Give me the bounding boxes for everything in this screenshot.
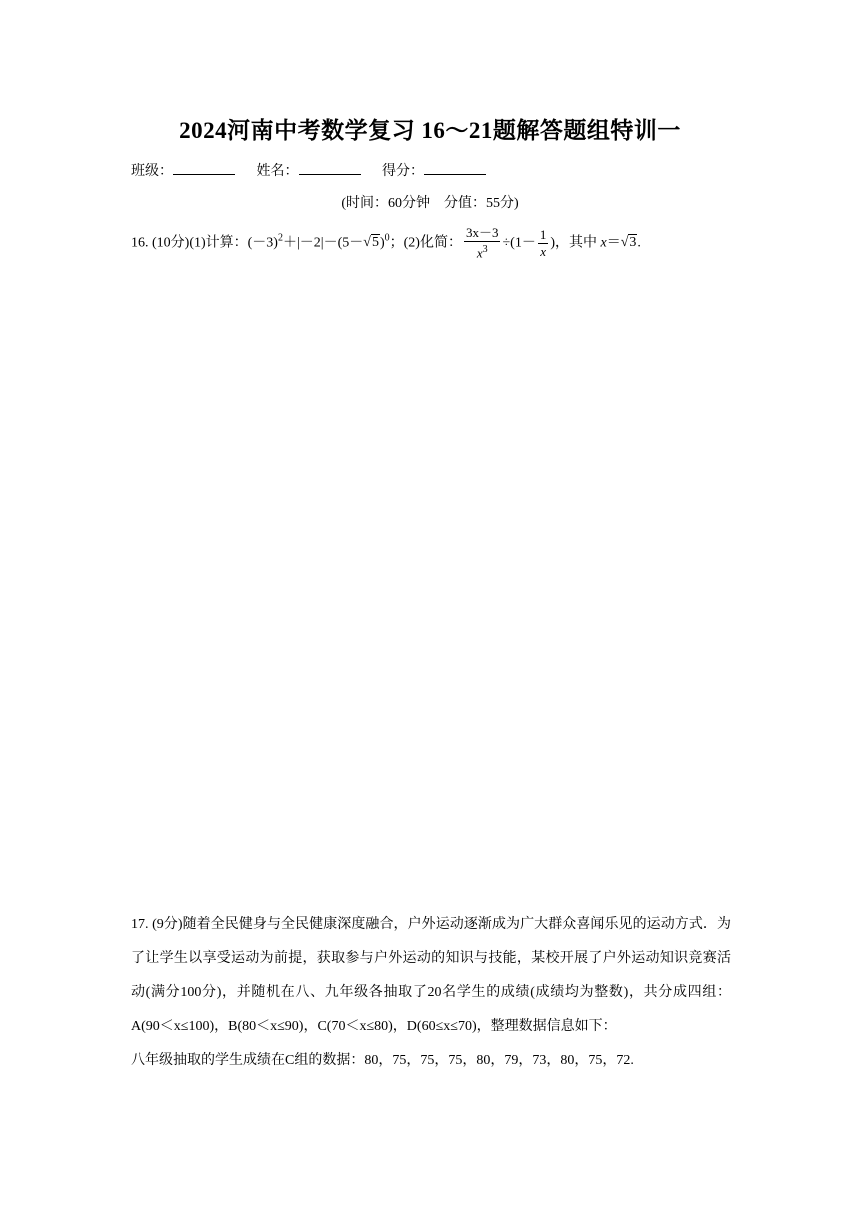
q16-frac1-num: 3x－3: [465, 225, 499, 240]
q16-sqrt2-radicand: 3: [629, 235, 637, 251]
question-17: [131, 908, 731, 1078]
q16-exp2: 2: [277, 232, 283, 244]
score-blank[interactable]: [424, 162, 486, 175]
q16-mid1: ＋|－2|－(5－: [282, 235, 364, 251]
score-label: 得分：: [382, 164, 424, 179]
name-label: 姓名：: [256, 164, 299, 179]
q16-sqrt2: √3: [620, 235, 637, 251]
time-score-info: (时间：60分钟 分值：55分): [341, 196, 519, 211]
student-info-line: [131, 160, 504, 180]
q16-after: )，其中: [550, 235, 601, 251]
q17-paragraph-1: 17. (9分)随着全民健身与全民健康深度融合，户外运动逐渐成为广大群众喜闻乐见的运动方式．为了让学生以享受运动为前提，获取参与户外运动的知识与技能，某校开展了户外运动知识竞赛活动(满分100分)，并随机在八、九年级各抽取了20名学生的成绩(成绩均为整数)，共分成四组：A(90＜x≤100)，B(80＜x≤90)，C(70＜x≤80)，D(60≤x≤70)，整理数据信息如下：: [131, 917, 731, 1034]
q16-sqrt1: √5: [363, 235, 379, 251]
q16-sqrt1-radicand: 5: [371, 235, 379, 251]
q16-end: .: [637, 235, 641, 251]
class-blank[interactable]: [173, 162, 235, 175]
score-field: [382, 164, 486, 179]
q16-frac1-den-var: x: [476, 245, 483, 261]
page-title: 2024河南中考数学复习 16～21题解答题组特训一: [179, 118, 681, 143]
q16-fraction-2: [538, 227, 549, 260]
q16-frac1-den-exp: 3: [482, 244, 488, 255]
q17-paragraph-2: 八年级抽取的学生成绩在C组的数据：80，75，75，75，80，79，73，80，75，72.: [131, 1053, 634, 1068]
q16-frac2-den-wrap: [538, 244, 549, 260]
q16-x-var: x: [600, 235, 607, 251]
q16-frac2-num: 1: [539, 226, 547, 242]
name-blank[interactable]: [299, 162, 361, 175]
class-field: [131, 164, 235, 179]
q16-div: ÷(1－: [502, 235, 536, 251]
q16-frac2-den: x: [540, 243, 546, 259]
q16-prefix: 16. (10分)(1)计算：(－3): [131, 235, 278, 251]
name-field: [257, 164, 361, 179]
q16-frac1-den: [464, 242, 501, 261]
q16-eq: ＝: [606, 235, 621, 251]
q16-close1: ): [379, 235, 385, 251]
q16-part2: ；(2)化简：: [389, 235, 462, 251]
class-label: 班级：: [131, 164, 173, 179]
question-16: [131, 225, 641, 261]
q16-exp0: 0: [384, 232, 390, 244]
q16-fraction-1: [464, 225, 501, 261]
